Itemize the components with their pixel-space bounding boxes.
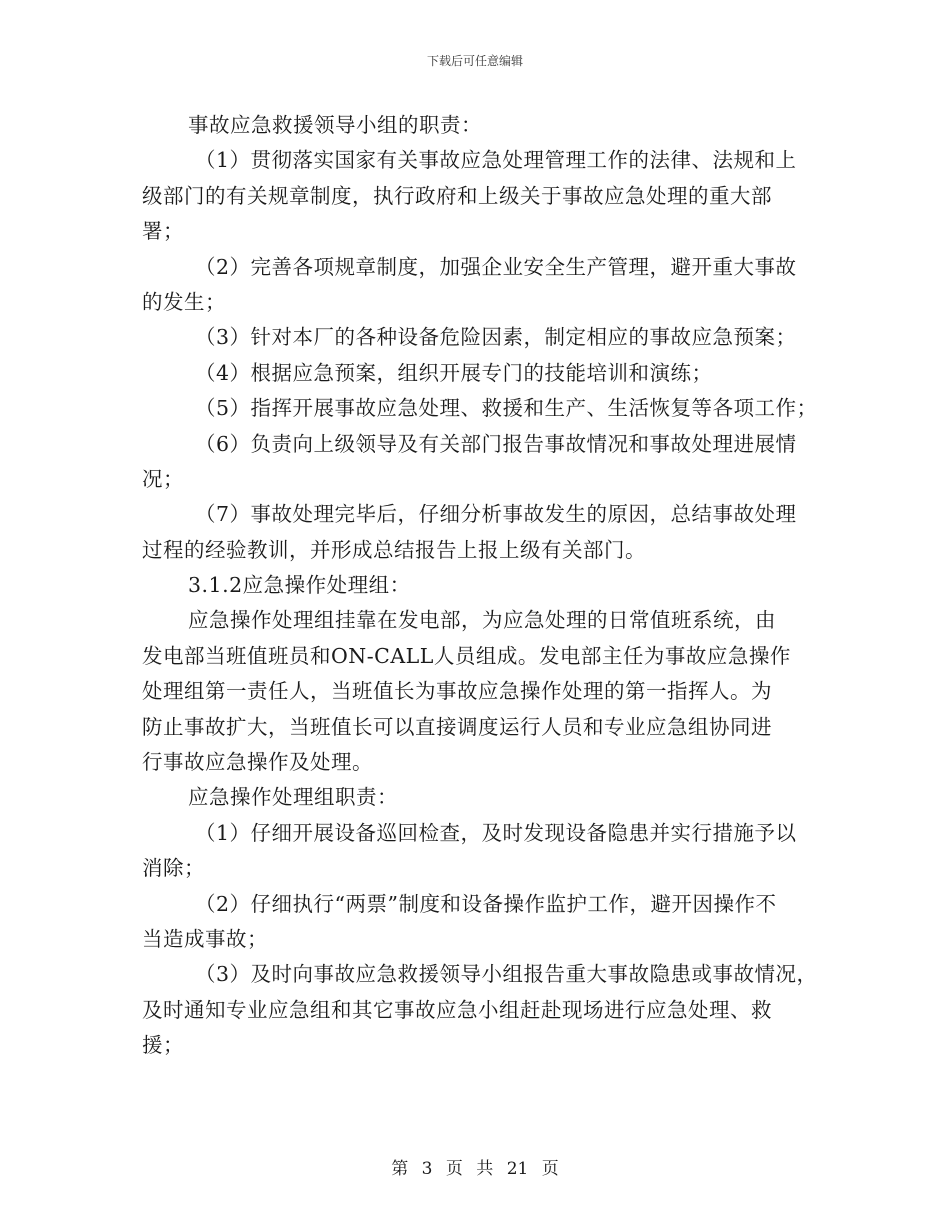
- footer-suffix: 页: [541, 1159, 559, 1179]
- text-line: 级部门的有关规章制度，执行政府和上级关于事故应急处理的重大部: [142, 183, 772, 208]
- footer-page-label: 页: [445, 1159, 463, 1179]
- text-line: 3.1.2应急操作处理组：: [188, 573, 411, 598]
- text-line: （5）指挥开展事故应急处理、救援和生产、生活恢复等各项工作；: [195, 396, 818, 421]
- document-body: [142, 108, 822, 1064]
- text-line: （3）及时向事故应急救援领导小组报告重大事故隐患或事故情况，: [195, 962, 818, 987]
- text-line: 过程的经验教训，并形成总结报告上报上级有关部门。: [142, 537, 646, 562]
- text-line: （3）针对本厂的各种设备危险因素，制定相应的事故应急预案；: [195, 325, 797, 350]
- footer-total-label: 共: [476, 1159, 494, 1179]
- text-line: 当造成事故；: [142, 926, 268, 951]
- page-header: 下载后可任意编辑: [426, 54, 523, 68]
- footer-prefix: 第: [391, 1159, 409, 1179]
- text-line: 援；: [142, 1033, 184, 1058]
- text-line: 事故应急救援领导小组的职责：: [188, 113, 482, 137]
- text-line: 署；: [142, 219, 184, 244]
- text-line: 及时通知专业应急组和其它事故应急小组赶赴现场进行应急处理、救: [142, 997, 772, 1022]
- text-line: （1）贯彻落实国家有关事故应急处理管理工作的法律、法规和上: [195, 148, 797, 173]
- text-line: 的发生；: [142, 289, 226, 314]
- page-footer: [0, 1154, 950, 1179]
- text-line: （1）仔细开展设备巡回检查，及时发现设备隐患并实行措施予以: [195, 820, 797, 845]
- text-line: （2）完善各项规章制度，加强企业安全生产管理，避开重大事故: [195, 254, 797, 279]
- text-line: 发电部当班值班员和ON-CALL人员组成。发电部主任为事故应急操作: [142, 643, 791, 668]
- text-line: 行事故应急操作及处理。: [142, 750, 373, 775]
- text-line: 防止事故扩大，当班值长可以直接调度运行人员和专业应急组协同进: [142, 714, 772, 739]
- text-line: 应急操作处理组职责：: [188, 785, 398, 810]
- text-line: （4）根据应急预案，组织开展专门的技能培训和演练；: [195, 360, 713, 385]
- total-pages: 21: [506, 1159, 529, 1179]
- text-line: 消除；: [142, 856, 205, 881]
- text-line: 应急操作处理组挂靠在发电部，为应急处理的日常值班系统，由: [188, 608, 776, 633]
- text-line: （6）负责向上级领导及有关部门报告事故情况和事故处理进展情: [195, 431, 797, 456]
- text-line: （2）仔细执行“两票”制度和设备操作监护工作，避开因操作不: [195, 891, 777, 916]
- text-line: （7）事故处理完毕后，仔细分析事故发生的原因，总结事故处理: [195, 502, 797, 527]
- text-line: 况；: [142, 466, 184, 491]
- page-number: 3: [421, 1159, 433, 1179]
- text-line: 处理组第一责任人，当班值长为事故应急操作处理的第一指挥人。为: [142, 679, 772, 704]
